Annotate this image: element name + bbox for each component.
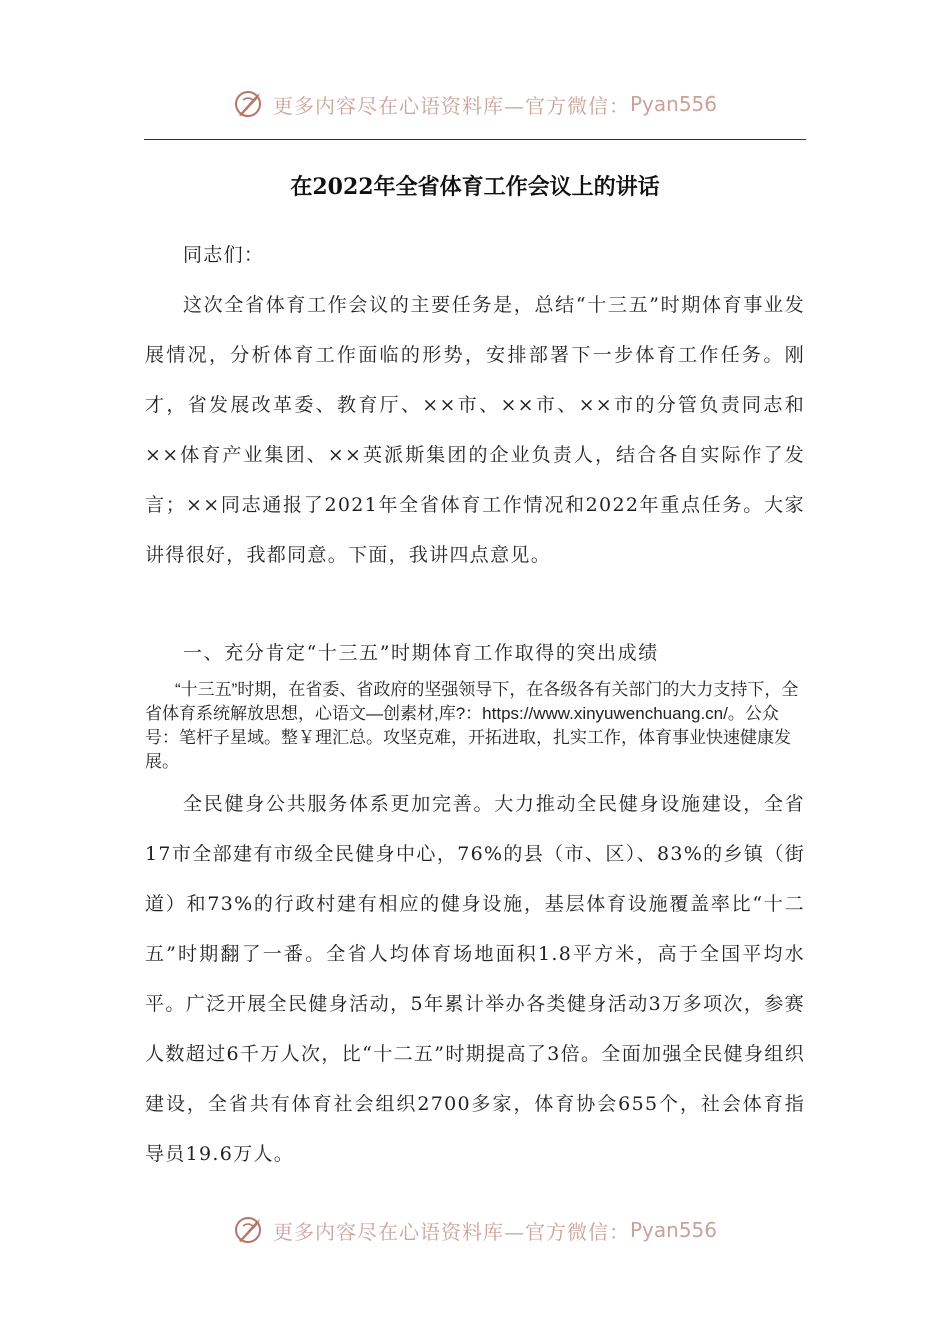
banner-text: 更多内容尽在心语资料库—官方微信：	[272, 93, 630, 118]
banner-text: 更多内容尽在心语资料库—官方微信：	[272, 1219, 630, 1244]
pen-logo-icon	[233, 1213, 267, 1247]
banner-wechat-id: Pyan556	[629, 1218, 717, 1242]
pen-logo-icon	[233, 87, 267, 121]
footer-banner	[0, 1210, 950, 1250]
section-1-note: “十三五”时期，在省委、省政府的坚强领导下，在各级各有关部门的大力支持下，全省体育系统解放思想，心语文—创素材,库?：https://www.xinyuwenchuang.cn/。公众号：笔杆子星域。整￥理汇总。攻坚克难，开拓进取，扎实工作，体育事业快速健康发展。	[145, 680, 799, 771]
greeting: 同志们：	[183, 244, 265, 266]
header-divider	[144, 139, 806, 140]
section-1-body: 全民健身公共服务体系更加完善。大力推动全民健身设施建设，全省17市全部建有市级全民健身中心，76%的县（市、区）、83%的乡镇（街道）和73%的行政村建有相应的健身设施，基层体育设施覆盖率比“十二五”时期翻了一番。全省人均体育场地面积1.8平方米，高于全国平均水平。广泛开展全民健身活动，5年累计举办各类健身活动3万多项次，参赛人数超过6千万人次，比“十二五”时期提高了3倍。全面加强全民健身组织建设，全省共有体育社会组织2700多家，体育协会655个，社会体育指导员19.6万人。	[145, 793, 805, 1165]
header-banner	[0, 84, 950, 124]
section-1-heading: 一、充分肯定“十三五”时期体育工作取得的突出成绩	[183, 642, 659, 664]
document-title: 在2022年全省体育工作会议上的讲话	[290, 174, 660, 200]
intro-paragraph: 这次全省体育工作会议的主要任务是，总结“十三五”时期体育事业发展情况，分析体育工作面临的形势，安排部署下一步体育工作任务。刚才，省发展改革委、教育厅、××市、××市、××市的分管负责同志和××体育产业集团、××英派斯集团的企业负责人，结合各自实际作了发言；××同志通报了2021年全省体育工作情况和2022年重点任务。大家讲得很好，我都同意。下面，我讲四点意见。	[145, 294, 805, 566]
banner-wechat-id: Pyan556	[629, 92, 717, 116]
